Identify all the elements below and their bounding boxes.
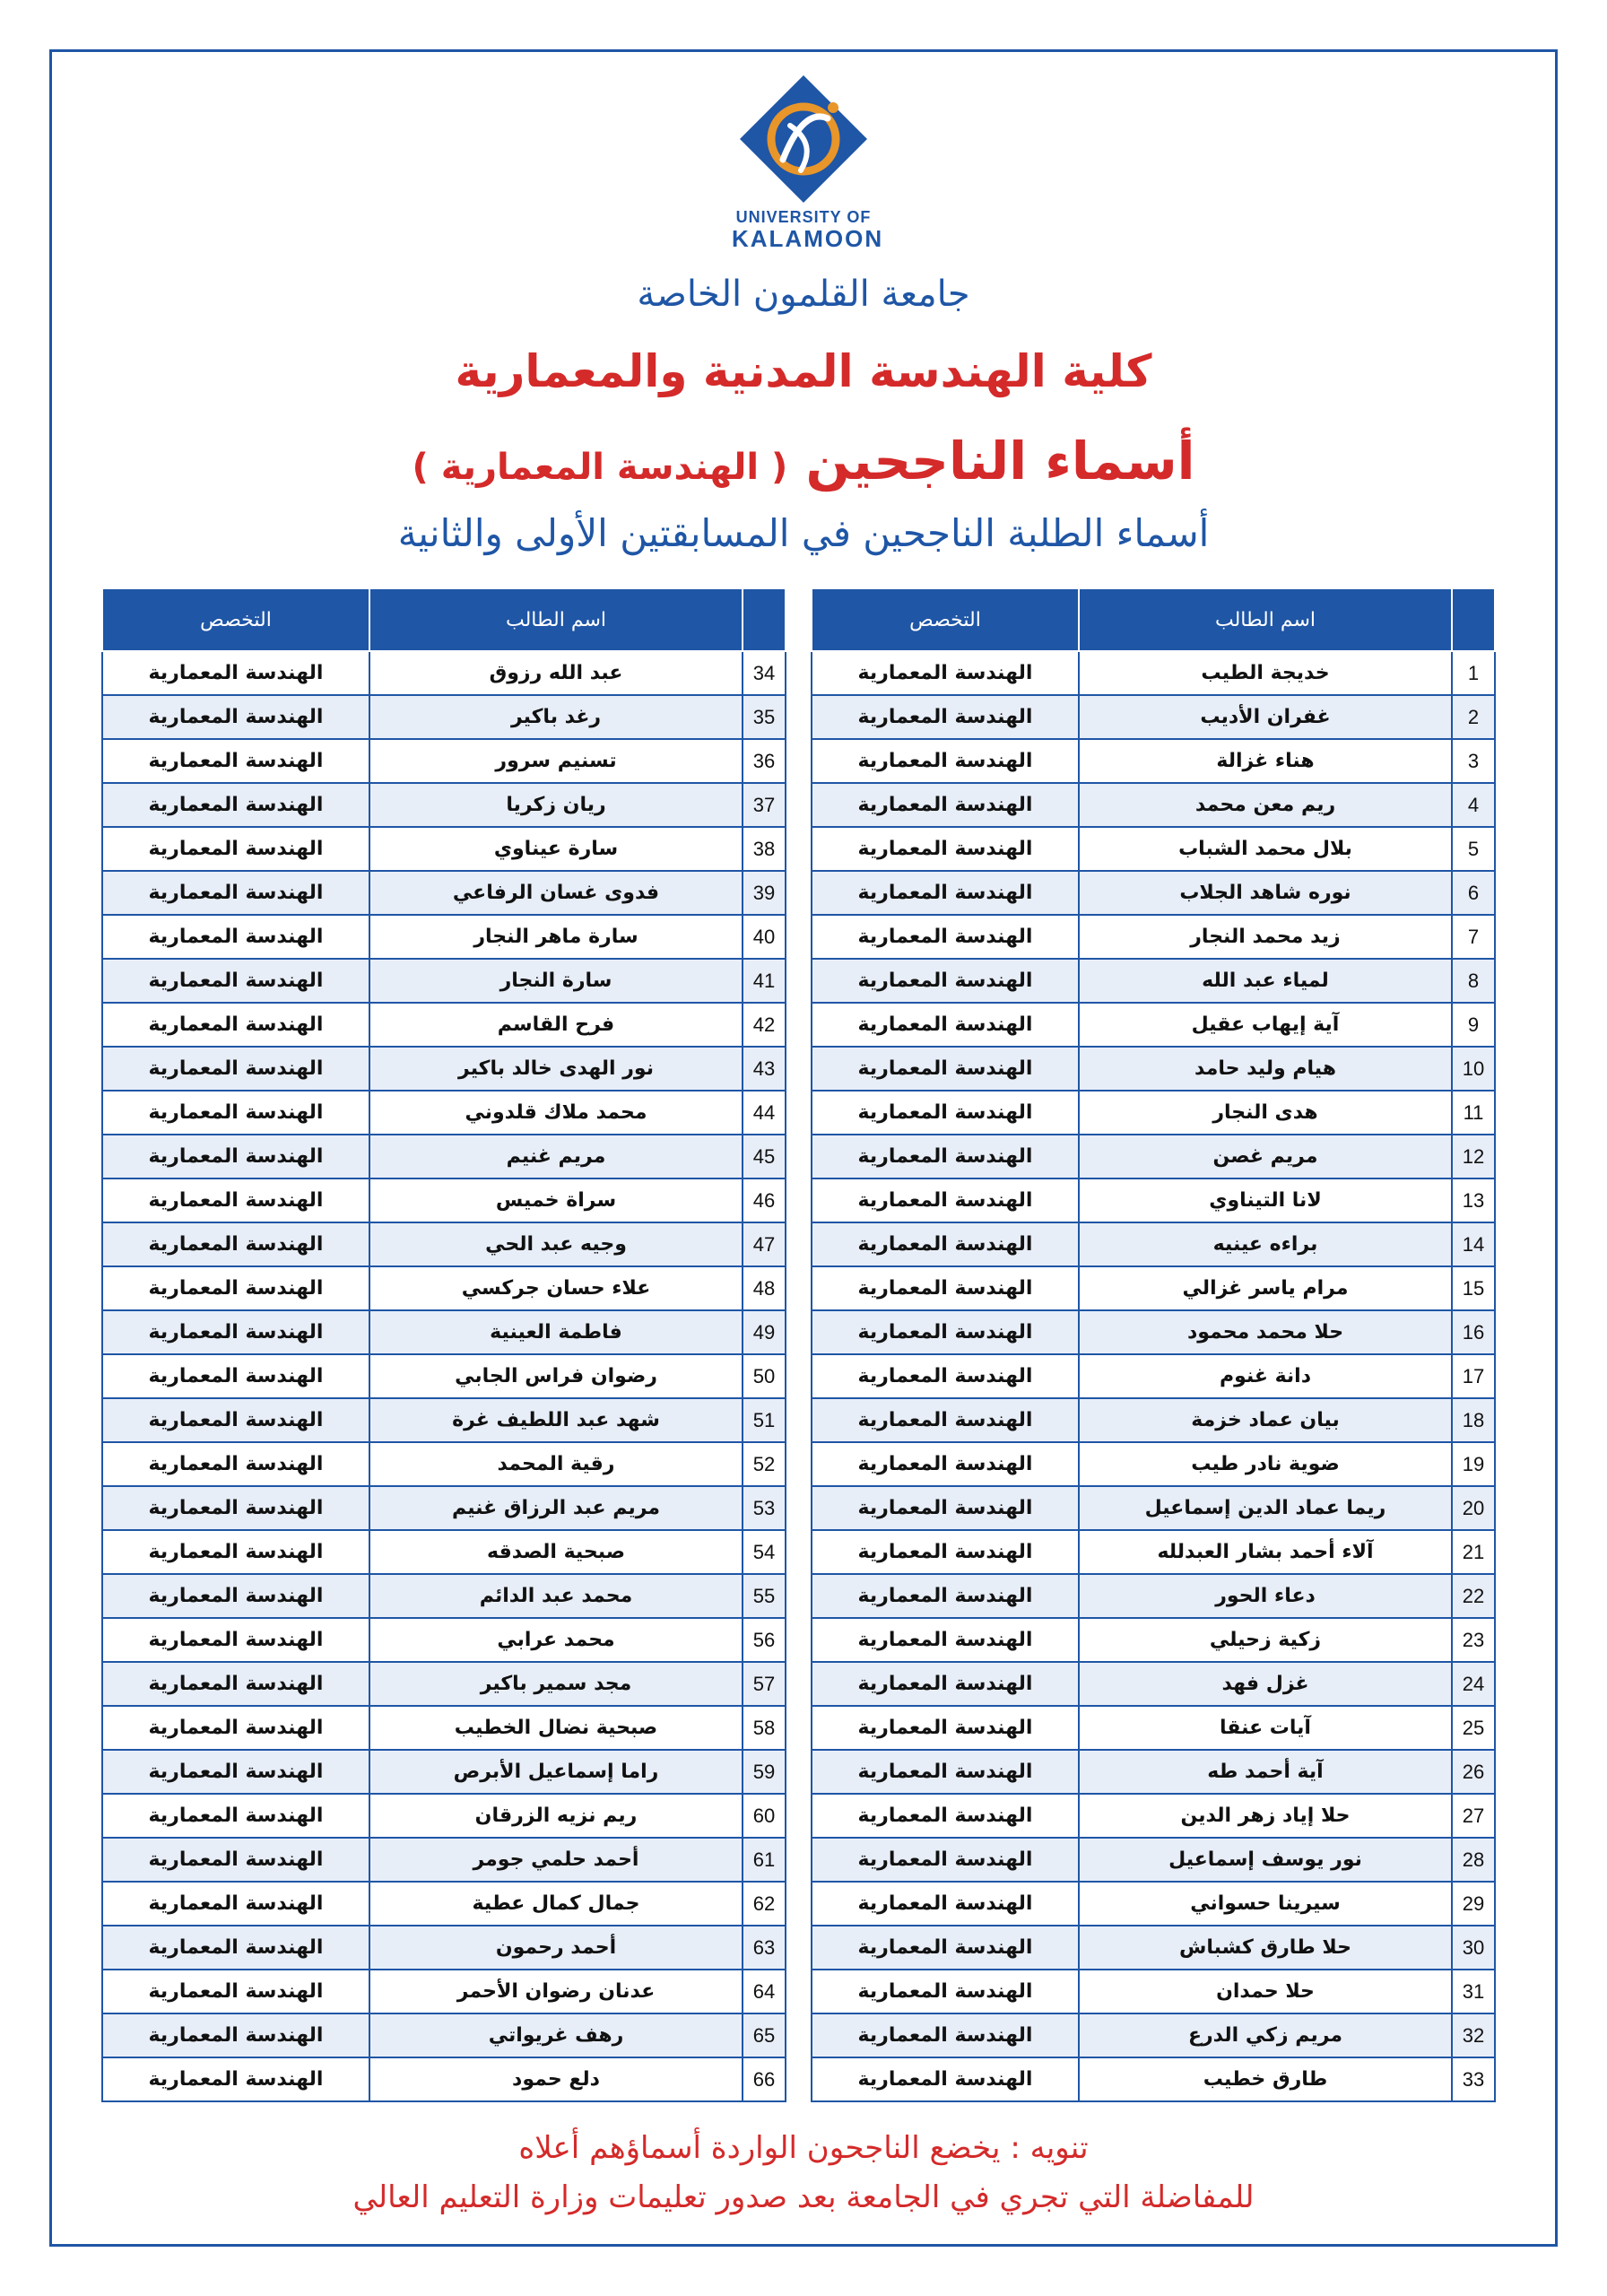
table-row bbox=[102, 1091, 786, 1135]
notice-line-2: للمفاضلة التي تجري في الجامعة بعد صدور تعليمات وزارة التعليم العالي bbox=[352, 2179, 1255, 2215]
student-name: زكية زحيلي bbox=[1079, 1618, 1452, 1662]
row-number: 38 bbox=[743, 827, 786, 871]
student-name: عدنان رضوان الأحمر bbox=[369, 1970, 743, 2013]
specialization: الهندسة المعمارية bbox=[812, 783, 1079, 827]
specialization: الهندسة المعمارية bbox=[102, 871, 369, 915]
specialization: الهندسة المعمارية bbox=[812, 651, 1079, 695]
student-name: راما إسماعيل الأبرص bbox=[369, 1750, 743, 1794]
row-number: 57 bbox=[743, 1662, 786, 1706]
student-name: سيرينا حسواني bbox=[1079, 1882, 1452, 1926]
student-name: حلا إياد زهر الدين bbox=[1079, 1794, 1452, 1838]
row-number: 6 bbox=[1452, 871, 1495, 915]
specialization: الهندسة المعمارية bbox=[102, 1442, 369, 1486]
specialization: الهندسة المعمارية bbox=[102, 1882, 369, 1926]
student-name: براءه عينيه bbox=[1079, 1222, 1452, 1266]
table-row bbox=[812, 1794, 1495, 1838]
table-row bbox=[812, 739, 1495, 783]
table-row bbox=[812, 959, 1495, 1003]
row-number: 56 bbox=[743, 1618, 786, 1662]
table-row bbox=[812, 2013, 1495, 2057]
students-table-left bbox=[101, 587, 786, 2102]
student-name: لانا التيناوي bbox=[1079, 1178, 1452, 1222]
student-name: غفران الأديب bbox=[1079, 695, 1452, 739]
row-number: 14 bbox=[1452, 1222, 1495, 1266]
table-row bbox=[102, 1135, 786, 1178]
table-row bbox=[812, 651, 1495, 695]
specialization: الهندسة المعمارية bbox=[102, 1926, 369, 1970]
student-name: ريما عماد الدين إسماعيل bbox=[1079, 1486, 1452, 1530]
notice-line-1: تنويه : يخضع الناجحون الواردة أسماؤهم أعلاه bbox=[518, 2130, 1089, 2166]
row-number: 52 bbox=[743, 1442, 786, 1486]
table-row bbox=[102, 2013, 786, 2057]
row-number: 3 bbox=[1452, 739, 1495, 783]
specialization: الهندسة المعمارية bbox=[812, 1398, 1079, 1442]
specialization: الهندسة المعمارية bbox=[102, 1838, 369, 1882]
row-number: 26 bbox=[1452, 1750, 1495, 1794]
table-row bbox=[102, 695, 786, 739]
table-row bbox=[812, 1618, 1495, 1662]
student-name: فرح القاسم bbox=[369, 1003, 743, 1047]
subtitle: أسماء الطلبة الناجحين في المسابقتين الأولى والثانية bbox=[397, 511, 1210, 555]
student-name: دلع حمود bbox=[369, 2057, 743, 2101]
specialization: الهندسة المعمارية bbox=[102, 1706, 369, 1750]
specialization: الهندسة المعمارية bbox=[812, 1310, 1079, 1354]
row-number: 53 bbox=[743, 1486, 786, 1530]
table-row bbox=[102, 959, 786, 1003]
successful-title bbox=[0, 430, 1607, 491]
row-number: 66 bbox=[743, 2057, 786, 2101]
row-number: 42 bbox=[743, 1003, 786, 1047]
row-number: 49 bbox=[743, 1310, 786, 1354]
students-table-right bbox=[811, 587, 1496, 2102]
specialization: الهندسة المعمارية bbox=[812, 1706, 1079, 1750]
table-row bbox=[812, 1970, 1495, 2013]
student-name: رغد باكير bbox=[369, 695, 743, 739]
table-row bbox=[812, 1662, 1495, 1706]
student-name: مريم زكي الدرع bbox=[1079, 2013, 1452, 2057]
row-number: 8 bbox=[1452, 959, 1495, 1003]
table-row bbox=[102, 1310, 786, 1354]
specialization: الهندسة المعمارية bbox=[102, 783, 369, 827]
student-name: مريم غنيم bbox=[369, 1135, 743, 1178]
student-name: صبحية الصدقه bbox=[369, 1530, 743, 1574]
table-row bbox=[102, 871, 786, 915]
row-number: 41 bbox=[743, 959, 786, 1003]
student-name: رهف غريواتي bbox=[369, 2013, 743, 2057]
student-name: صبحية نضال الخطيب bbox=[369, 1706, 743, 1750]
table-row bbox=[812, 1926, 1495, 1970]
table-row bbox=[812, 1750, 1495, 1794]
specialization: الهندسة المعمارية bbox=[102, 651, 369, 695]
student-name: أحمد رحمون bbox=[369, 1926, 743, 1970]
department-label: ( الهندسة المعمارية ) bbox=[412, 447, 788, 488]
table-row bbox=[812, 1047, 1495, 1091]
row-number: 59 bbox=[743, 1750, 786, 1794]
specialization: الهندسة المعمارية bbox=[812, 1178, 1079, 1222]
row-number: 11 bbox=[1452, 1091, 1495, 1135]
logo-emblem-icon bbox=[736, 72, 871, 206]
specialization: الهندسة المعمارية bbox=[812, 1486, 1079, 1530]
header-number bbox=[1452, 588, 1495, 651]
table-row bbox=[812, 1442, 1495, 1486]
table-row bbox=[102, 915, 786, 959]
university-name: جامعة القلمون الخاصة bbox=[637, 274, 970, 315]
student-name: سراة خميس bbox=[369, 1178, 743, 1222]
row-number: 40 bbox=[743, 915, 786, 959]
specialization: الهندسة المعمارية bbox=[102, 1398, 369, 1442]
row-number: 23 bbox=[1452, 1618, 1495, 1662]
table-row bbox=[812, 1003, 1495, 1047]
row-number: 64 bbox=[743, 1970, 786, 2013]
table-row bbox=[102, 1222, 786, 1266]
header-number bbox=[743, 588, 786, 651]
specialization: الهندسة المعمارية bbox=[812, 1794, 1079, 1838]
table-row bbox=[812, 1222, 1495, 1266]
table-row bbox=[812, 827, 1495, 871]
specialization: الهندسة المعمارية bbox=[812, 1662, 1079, 1706]
table-row bbox=[812, 1398, 1495, 1442]
specialization: الهندسة المعمارية bbox=[812, 739, 1079, 783]
specialization: الهندسة المعمارية bbox=[812, 1574, 1079, 1618]
student-name: حلا محمد محمود bbox=[1079, 1310, 1452, 1354]
row-number: 30 bbox=[1452, 1926, 1495, 1970]
table-row bbox=[102, 1618, 786, 1662]
table-row bbox=[102, 1926, 786, 1970]
student-name: محمد ملاك قلدوني bbox=[369, 1091, 743, 1135]
header-specialization: التخصص bbox=[102, 588, 369, 651]
row-number: 2 bbox=[1452, 695, 1495, 739]
row-number: 63 bbox=[743, 1926, 786, 1970]
student-name: شهد عبد اللطيف غرة bbox=[369, 1398, 743, 1442]
row-number: 61 bbox=[743, 1838, 786, 1882]
header-student-name: اسم الطالب bbox=[1079, 588, 1452, 651]
specialization: الهندسة المعمارية bbox=[812, 1618, 1079, 1662]
specialization: الهندسة المعمارية bbox=[102, 1794, 369, 1838]
specialization: الهندسة المعمارية bbox=[812, 1530, 1079, 1574]
specialization: الهندسة المعمارية bbox=[812, 2057, 1079, 2101]
student-name: سارة عيناوي bbox=[369, 827, 743, 871]
student-name: عبد الله رزوق bbox=[369, 651, 743, 695]
specialization: الهندسة المعمارية bbox=[102, 1970, 369, 2013]
specialization: الهندسة المعمارية bbox=[102, 1750, 369, 1794]
row-number: 44 bbox=[743, 1091, 786, 1135]
student-name: رقية المحمد bbox=[369, 1442, 743, 1486]
specialization: الهندسة المعمارية bbox=[812, 1970, 1079, 2013]
student-name: أحمد حلمي جومر bbox=[369, 1838, 743, 1882]
table-row bbox=[102, 1794, 786, 1838]
row-number: 10 bbox=[1452, 1047, 1495, 1091]
student-name: مريم غصن bbox=[1079, 1135, 1452, 1178]
row-number: 21 bbox=[1452, 1530, 1495, 1574]
row-number: 17 bbox=[1452, 1354, 1495, 1398]
specialization: الهندسة المعمارية bbox=[102, 1662, 369, 1706]
row-number: 48 bbox=[743, 1266, 786, 1310]
student-name: نوره شاهد الجلاب bbox=[1079, 871, 1452, 915]
student-name: بلال محمد الشباب bbox=[1079, 827, 1452, 871]
student-name: آلاء أحمد بشار العبدلله bbox=[1079, 1530, 1452, 1574]
table-row bbox=[812, 783, 1495, 827]
table-row bbox=[812, 1530, 1495, 1574]
row-number: 50 bbox=[743, 1354, 786, 1398]
row-number: 62 bbox=[743, 1882, 786, 1926]
specialization: الهندسة المعمارية bbox=[812, 1266, 1079, 1310]
student-name: دانة غنوم bbox=[1079, 1354, 1452, 1398]
row-number: 46 bbox=[743, 1178, 786, 1222]
specialization: الهندسة المعمارية bbox=[102, 1574, 369, 1618]
row-number: 34 bbox=[743, 651, 786, 695]
table-row bbox=[812, 695, 1495, 739]
table-row bbox=[102, 1882, 786, 1926]
row-number: 51 bbox=[743, 1398, 786, 1442]
student-name: حلا طارق كشباش bbox=[1079, 1926, 1452, 1970]
student-name: ضوية نادر طيب bbox=[1079, 1442, 1452, 1486]
table-row bbox=[102, 1530, 786, 1574]
student-name: دعاء الحور bbox=[1079, 1574, 1452, 1618]
table-header-row bbox=[102, 588, 786, 651]
faculty-title: كلية الهندسة المدنية والمعمارية bbox=[455, 345, 1152, 397]
student-name: حلا حمدان bbox=[1079, 1970, 1452, 2013]
table-row bbox=[102, 1662, 786, 1706]
successful-label: أسماء الناجحين bbox=[805, 430, 1195, 491]
table-row bbox=[102, 1003, 786, 1047]
specialization: الهندسة المعمارية bbox=[812, 1926, 1079, 1970]
row-number: 25 bbox=[1452, 1706, 1495, 1750]
row-number: 55 bbox=[743, 1574, 786, 1618]
specialization: الهندسة المعمارية bbox=[812, 1091, 1079, 1135]
row-number: 47 bbox=[743, 1222, 786, 1266]
row-number: 29 bbox=[1452, 1882, 1495, 1926]
specialization: الهندسة المعمارية bbox=[102, 1091, 369, 1135]
row-number: 31 bbox=[1452, 1970, 1495, 2013]
logo-line-2: KALAMOON bbox=[732, 225, 884, 252]
table-row bbox=[812, 1882, 1495, 1926]
specialization: الهندسة المعمارية bbox=[102, 2057, 369, 2101]
specialization: الهندسة المعمارية bbox=[812, 1442, 1079, 1486]
row-number: 5 bbox=[1452, 827, 1495, 871]
row-number: 28 bbox=[1452, 1838, 1495, 1882]
table-row bbox=[812, 1354, 1495, 1398]
row-number: 19 bbox=[1452, 1442, 1495, 1486]
student-name: غزل فهد bbox=[1079, 1662, 1452, 1706]
row-number: 13 bbox=[1452, 1178, 1495, 1222]
specialization: الهندسة المعمارية bbox=[102, 915, 369, 959]
row-number: 33 bbox=[1452, 2057, 1495, 2101]
specialization: الهندسة المعمارية bbox=[102, 1310, 369, 1354]
student-name: جمال كمال عطية bbox=[369, 1882, 743, 1926]
specialization: الهندسة المعمارية bbox=[812, 1135, 1079, 1178]
table-row bbox=[102, 651, 786, 695]
table-row bbox=[102, 1574, 786, 1618]
specialization: الهندسة المعمارية bbox=[812, 1222, 1079, 1266]
header-specialization: التخصص bbox=[812, 588, 1079, 651]
student-name: سارة النجار bbox=[369, 959, 743, 1003]
row-number: 58 bbox=[743, 1706, 786, 1750]
student-name: ريان زكريا bbox=[369, 783, 743, 827]
table-row bbox=[102, 1047, 786, 1091]
table-row bbox=[102, 1706, 786, 1750]
table-row bbox=[812, 871, 1495, 915]
specialization: الهندسة المعمارية bbox=[102, 1530, 369, 1574]
table-row bbox=[812, 1178, 1495, 1222]
student-name: رضوان فراس الجابي bbox=[369, 1354, 743, 1398]
row-number: 12 bbox=[1452, 1135, 1495, 1178]
specialization: الهندسة المعمارية bbox=[102, 1266, 369, 1310]
row-number: 16 bbox=[1452, 1310, 1495, 1354]
student-name: لمياء عبد الله bbox=[1079, 959, 1452, 1003]
specialization: الهندسة المعمارية bbox=[812, 695, 1079, 739]
specialization: الهندسة المعمارية bbox=[812, 1882, 1079, 1926]
row-number: 37 bbox=[743, 783, 786, 827]
row-number: 36 bbox=[743, 739, 786, 783]
table-row bbox=[102, 827, 786, 871]
row-number: 45 bbox=[743, 1135, 786, 1178]
student-name: فدوى غسان الرفاعي bbox=[369, 871, 743, 915]
student-name: آية أحمد طه bbox=[1079, 1750, 1452, 1794]
specialization: الهندسة المعمارية bbox=[102, 1047, 369, 1091]
student-name: وجيه عبد الحي bbox=[369, 1222, 743, 1266]
row-number: 15 bbox=[1452, 1266, 1495, 1310]
table-row bbox=[812, 1266, 1495, 1310]
student-name: آيات عنقا bbox=[1079, 1706, 1452, 1750]
student-name: علاء حسان جركسي bbox=[369, 1266, 743, 1310]
student-name: محمد عبد الدائم bbox=[369, 1574, 743, 1618]
table-row bbox=[812, 1310, 1495, 1354]
student-name: مريم عبد الرزاق غنيم bbox=[369, 1486, 743, 1530]
table-row bbox=[102, 739, 786, 783]
table-row bbox=[102, 1750, 786, 1794]
row-number: 39 bbox=[743, 871, 786, 915]
specialization: الهندسة المعمارية bbox=[812, 2013, 1079, 2057]
table-row bbox=[102, 783, 786, 827]
table-row bbox=[102, 1354, 786, 1398]
student-name: ريم نزيه الزرقان bbox=[369, 1794, 743, 1838]
student-name: مرام ياسر غزالي bbox=[1079, 1266, 1452, 1310]
header-student-name: اسم الطالب bbox=[369, 588, 743, 651]
row-number: 32 bbox=[1452, 2013, 1495, 2057]
specialization: الهندسة المعمارية bbox=[102, 1354, 369, 1398]
specialization: الهندسة المعمارية bbox=[812, 1750, 1079, 1794]
row-number: 60 bbox=[743, 1794, 786, 1838]
table-row bbox=[812, 1838, 1495, 1882]
student-name: فاطمة العينية bbox=[369, 1310, 743, 1354]
student-name: خديجة الطيب bbox=[1079, 651, 1452, 695]
student-name: بيان عماد خزمة bbox=[1079, 1398, 1452, 1442]
specialization: الهندسة المعمارية bbox=[812, 1003, 1079, 1047]
specialization: الهندسة المعمارية bbox=[102, 1486, 369, 1530]
student-name: مجد سمير باكير bbox=[369, 1662, 743, 1706]
row-number: 1 bbox=[1452, 651, 1495, 695]
table-row bbox=[812, 1091, 1495, 1135]
row-number: 24 bbox=[1452, 1662, 1495, 1706]
table-header-row bbox=[812, 588, 1495, 651]
row-number: 35 bbox=[743, 695, 786, 739]
row-number: 27 bbox=[1452, 1794, 1495, 1838]
student-name: هيام وليد حامد bbox=[1079, 1047, 1452, 1091]
specialization: الهندسة المعمارية bbox=[102, 1222, 369, 1266]
table-row bbox=[102, 1178, 786, 1222]
university-logo bbox=[732, 72, 884, 252]
specialization: الهندسة المعمارية bbox=[812, 915, 1079, 959]
specialization: الهندسة المعمارية bbox=[102, 1003, 369, 1047]
row-number: 54 bbox=[743, 1530, 786, 1574]
specialization: الهندسة المعمارية bbox=[812, 959, 1079, 1003]
table-row bbox=[102, 2057, 786, 2101]
row-number: 7 bbox=[1452, 915, 1495, 959]
row-number: 4 bbox=[1452, 783, 1495, 827]
student-name: هدى النجار bbox=[1079, 1091, 1452, 1135]
table-row bbox=[812, 1486, 1495, 1530]
row-number: 20 bbox=[1452, 1486, 1495, 1530]
row-number: 9 bbox=[1452, 1003, 1495, 1047]
specialization: الهندسة المعمارية bbox=[812, 871, 1079, 915]
specialization: الهندسة المعمارية bbox=[102, 739, 369, 783]
specialization: الهندسة المعمارية bbox=[102, 2013, 369, 2057]
specialization: الهندسة المعمارية bbox=[102, 1135, 369, 1178]
table-row bbox=[102, 1398, 786, 1442]
table-row bbox=[102, 1266, 786, 1310]
student-name: هناء غزالة bbox=[1079, 739, 1452, 783]
student-name: آية إيهاب عقيل bbox=[1079, 1003, 1452, 1047]
specialization: الهندسة المعمارية bbox=[812, 827, 1079, 871]
table-row bbox=[102, 1486, 786, 1530]
specialization: الهندسة المعمارية bbox=[102, 827, 369, 871]
table-row bbox=[812, 1135, 1495, 1178]
specialization: الهندسة المعمارية bbox=[812, 1838, 1079, 1882]
specialization: الهندسة المعمارية bbox=[102, 1618, 369, 1662]
student-name: زيد محمد النجار bbox=[1079, 915, 1452, 959]
row-number: 18 bbox=[1452, 1398, 1495, 1442]
table-row bbox=[102, 1442, 786, 1486]
specialization: الهندسة المعمارية bbox=[102, 959, 369, 1003]
student-name: ريم معن محمد bbox=[1079, 783, 1452, 827]
row-number: 65 bbox=[743, 2013, 786, 2057]
table-row bbox=[102, 1838, 786, 1882]
table-row bbox=[812, 1706, 1495, 1750]
student-name: نور يوسف إسماعيل bbox=[1079, 1838, 1452, 1882]
specialization: الهندسة المعمارية bbox=[102, 695, 369, 739]
logo-line-1: UNIVERSITY OF bbox=[735, 208, 872, 226]
student-name: طارق خطيب bbox=[1079, 2057, 1452, 2101]
table-row bbox=[812, 1574, 1495, 1618]
specialization: الهندسة المعمارية bbox=[812, 1047, 1079, 1091]
table-row bbox=[102, 1970, 786, 2013]
specialization: الهندسة المعمارية bbox=[102, 1178, 369, 1222]
table-row bbox=[812, 915, 1495, 959]
student-name: سارة ماهر النجار bbox=[369, 915, 743, 959]
table-row bbox=[812, 2057, 1495, 2101]
row-number: 43 bbox=[743, 1047, 786, 1091]
student-name: محمد عرابي bbox=[369, 1618, 743, 1662]
specialization: الهندسة المعمارية bbox=[812, 1354, 1079, 1398]
student-name: نور الهدى خالد باكير bbox=[369, 1047, 743, 1091]
student-name: تسنيم سرور bbox=[369, 739, 743, 783]
row-number: 22 bbox=[1452, 1574, 1495, 1618]
